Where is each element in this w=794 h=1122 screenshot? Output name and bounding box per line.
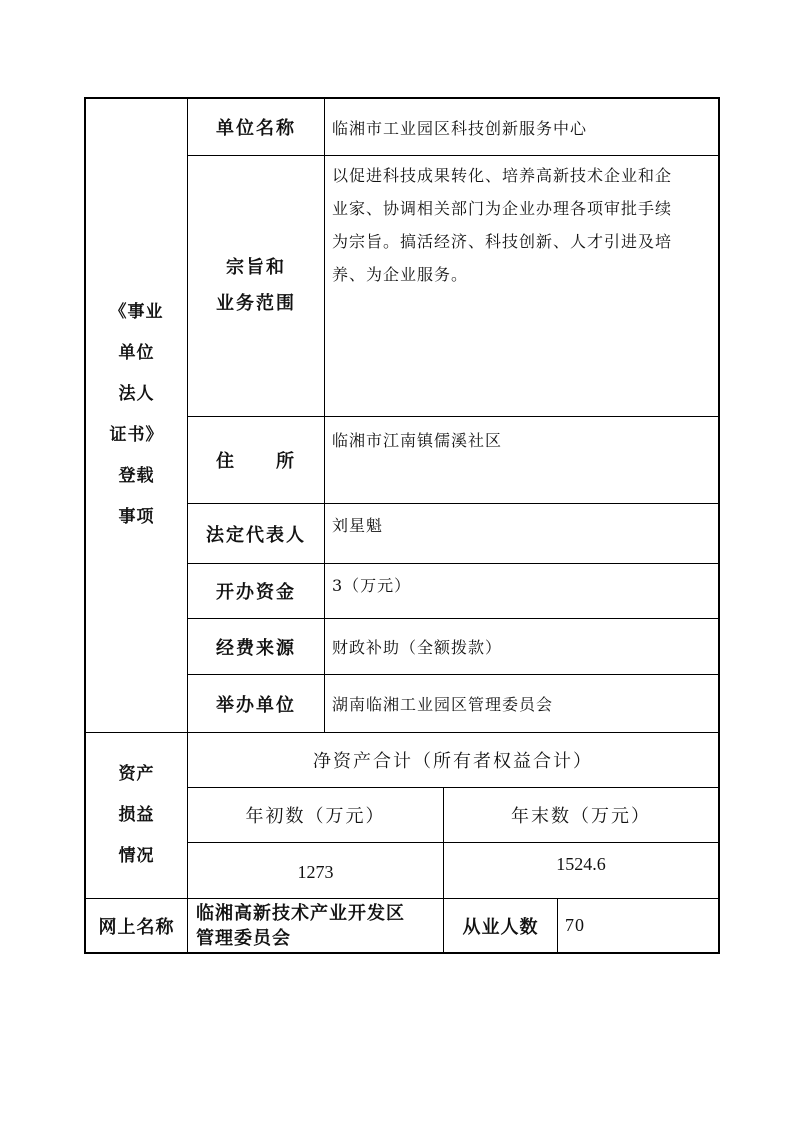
address-value: 临湘市江南镇儒溪社区 (332, 431, 503, 450)
purpose-label-line: 宗旨和 (226, 257, 286, 278)
unit-name-label: 单位名称 (216, 118, 296, 139)
start-of-year-header: 年初数（万元） (245, 806, 386, 827)
divider-col2 (324, 97, 325, 732)
staff-count-label: 从业人数 (462, 916, 539, 938)
assets-section-label (86, 733, 187, 898)
divider-footer-1 (187, 898, 188, 953)
legal-rep-value: 刘星魁 (332, 516, 384, 535)
purpose-label (188, 156, 324, 416)
registration-label-line: 法人 (118, 384, 155, 404)
capital-value: 3（万元） (332, 576, 412, 595)
unit-name-value: 临湘市工业园区科技创新服务中心 (332, 118, 588, 138)
purpose-line: 为宗旨。搞活经济、科技创新、人才引进及培 (332, 232, 673, 251)
sponsor-value: 湖南临湘工业园区管理委员会 (332, 695, 554, 714)
registration-section-label (86, 290, 187, 540)
funding-value: 财政补助（全额拨款） (332, 638, 503, 657)
address-label: 住 所 (216, 451, 296, 472)
table-right-border (718, 97, 720, 954)
table-bottom-border (84, 952, 720, 954)
purpose-line: 养、为企业服务。 (332, 265, 469, 284)
registration-label-line: 单位 (118, 343, 155, 363)
registration-label-line: 证书》 (109, 425, 164, 445)
online-name-line: 临湘高新技术产业开发区 (196, 902, 405, 924)
registration-label-line: 事项 (118, 507, 155, 527)
sponsor-label: 举办单位 (216, 694, 296, 716)
registration-label-line: 《事业 (109, 302, 164, 322)
purpose-label-line: 业务范围 (216, 293, 296, 314)
assets-label-line: 情况 (118, 846, 155, 866)
end-of-year-header: 年末数（万元） (511, 806, 651, 827)
registration-label-line: 登载 (118, 466, 155, 486)
assets-label-line: 资产 (118, 764, 155, 784)
online-name-label: 网上名称 (98, 916, 175, 938)
purpose-line: 以促进科技成果转化、培养高新技术企业和企 (332, 166, 673, 185)
divider-footer-3 (557, 898, 558, 953)
capital-label: 开办资金 (216, 582, 296, 603)
net-assets-header: 净资产合计（所有者权益合计） (313, 751, 593, 772)
staff-count-value: 70 (565, 915, 585, 935)
online-name-value (196, 899, 443, 952)
online-name-line: 管理委员会 (196, 927, 291, 949)
legal-rep-label: 法定代表人 (206, 524, 306, 546)
assets-label-line: 损益 (118, 805, 155, 825)
start-of-year-value: 1273 (297, 861, 334, 882)
funding-label: 经费来源 (216, 637, 296, 659)
purpose-line: 业家、协调相关部门为企业办理各项审批手续 (332, 199, 673, 218)
end-of-year-value: 1524.6 (556, 853, 606, 874)
purpose-text (332, 159, 712, 291)
